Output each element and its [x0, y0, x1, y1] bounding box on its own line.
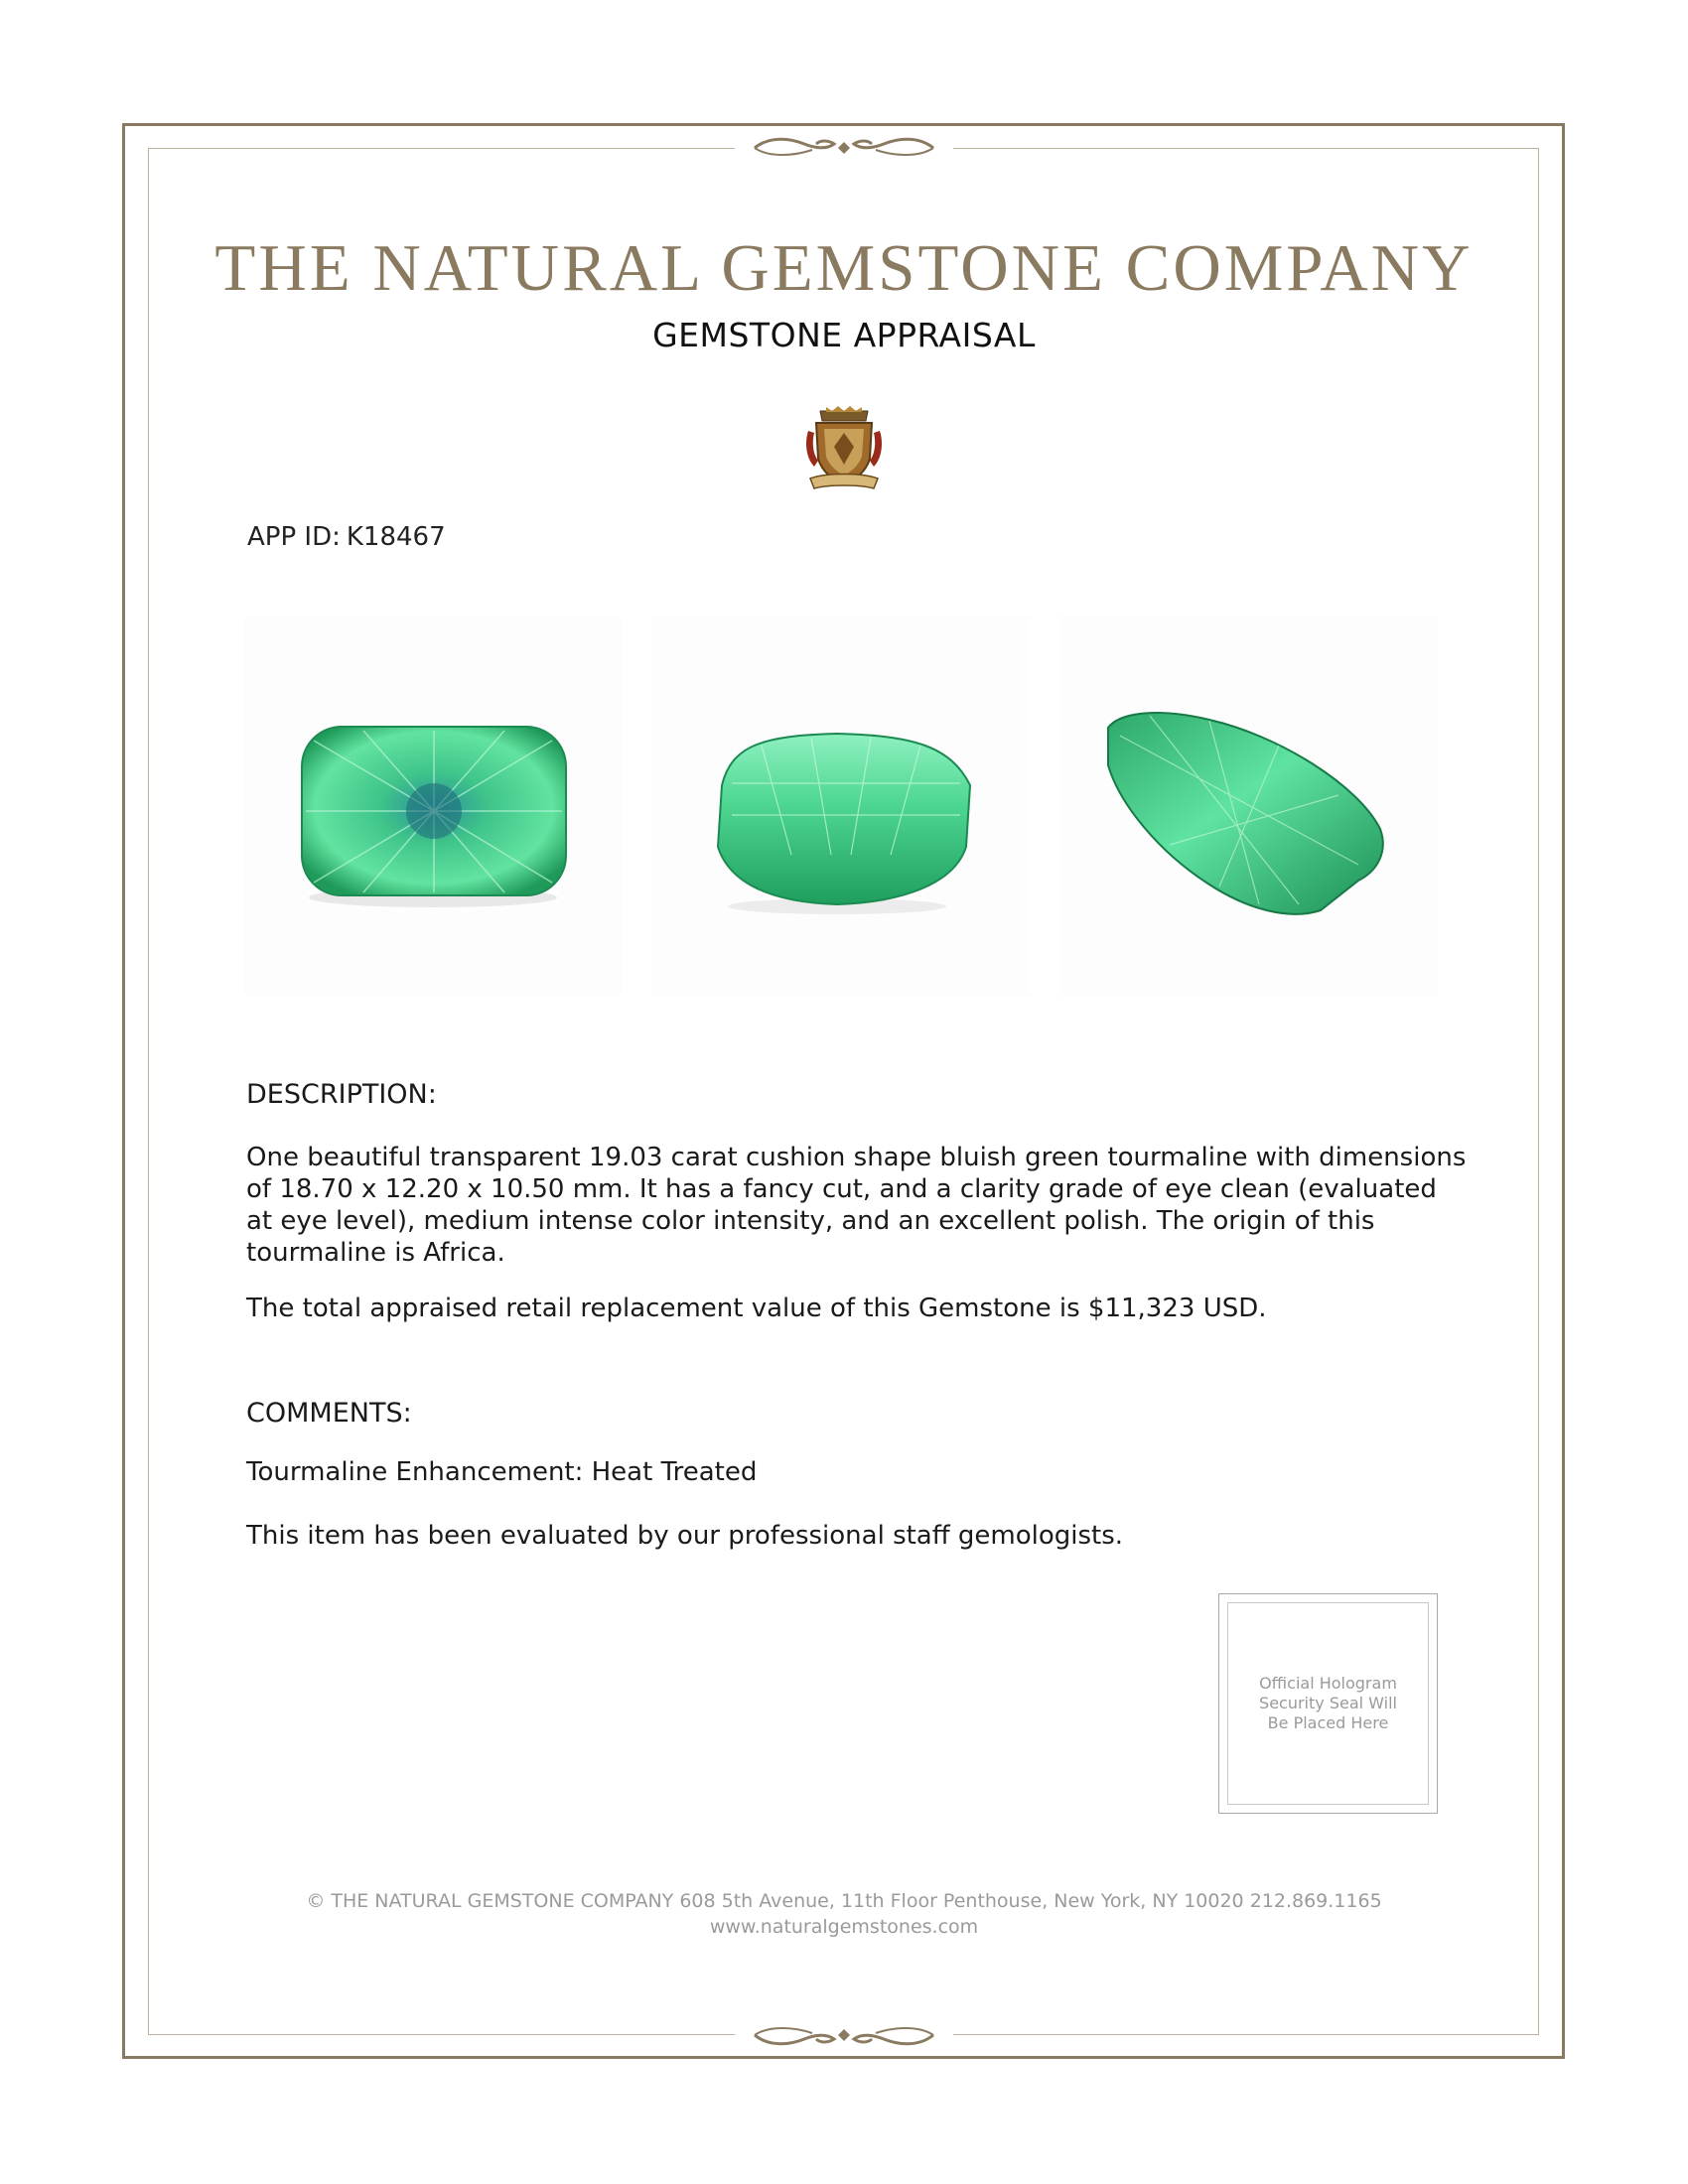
bottom-ornament-icon — [735, 2017, 953, 2053]
comments-heading: COMMENTS: — [246, 1398, 412, 1429]
description-heading: DESCRIPTION: — [246, 1079, 437, 1110]
company-crest-logo — [802, 403, 886, 494]
description-text: One beautiful transparent 19.03 carat cushion shape bluish green tourmaline with dimensions of 18.70 x 12.20 x 10.50 mm. It has a fancy cut, and a clarity grade of eye clean (evaluated at eye level), medium intense color intensity, and an excellent polish. The origin of this tourmaline is Africa. — [246, 1143, 1467, 1268]
gem-photo-side-view — [652, 616, 1030, 996]
evaluation-note: This item has been evaluated by our professional staff gemologists. — [246, 1521, 1124, 1551]
hologram-placeholder-text: Official Hologram Security Seal Will Be Placed Here — [1259, 1674, 1397, 1732]
appraisal-id-label: APP ID: — [247, 522, 341, 552]
footer-address: © THE NATURAL GEMSTONE COMPANY 608 5th Avenue, 11th Floor Penthouse, New York, NY 10020 212.869.1165 — [306, 1890, 1382, 1912]
appraisal-id-value: K18467 — [346, 522, 446, 552]
footer-website-link[interactable]: www.naturalgemstones.com — [709, 1916, 979, 1938]
top-ornament-icon — [735, 130, 953, 166]
gem-photo-top-view — [244, 616, 622, 996]
gem-photo-angled-view — [1060, 616, 1438, 996]
document-title: GEMSTONE APPRAISAL — [652, 316, 1036, 354]
appraisal-id — [247, 522, 446, 552]
appraised-value-text: The total appraised retail replacement value of this Gemstone is $11,323 USD. — [246, 1294, 1267, 1323]
enhancement-text: Tourmaline Enhancement: Heat Treated — [246, 1457, 758, 1487]
hologram-seal-inner — [1227, 1602, 1429, 1805]
company-name: THE NATURAL GEMSTONE COMPANY — [214, 231, 1474, 305]
